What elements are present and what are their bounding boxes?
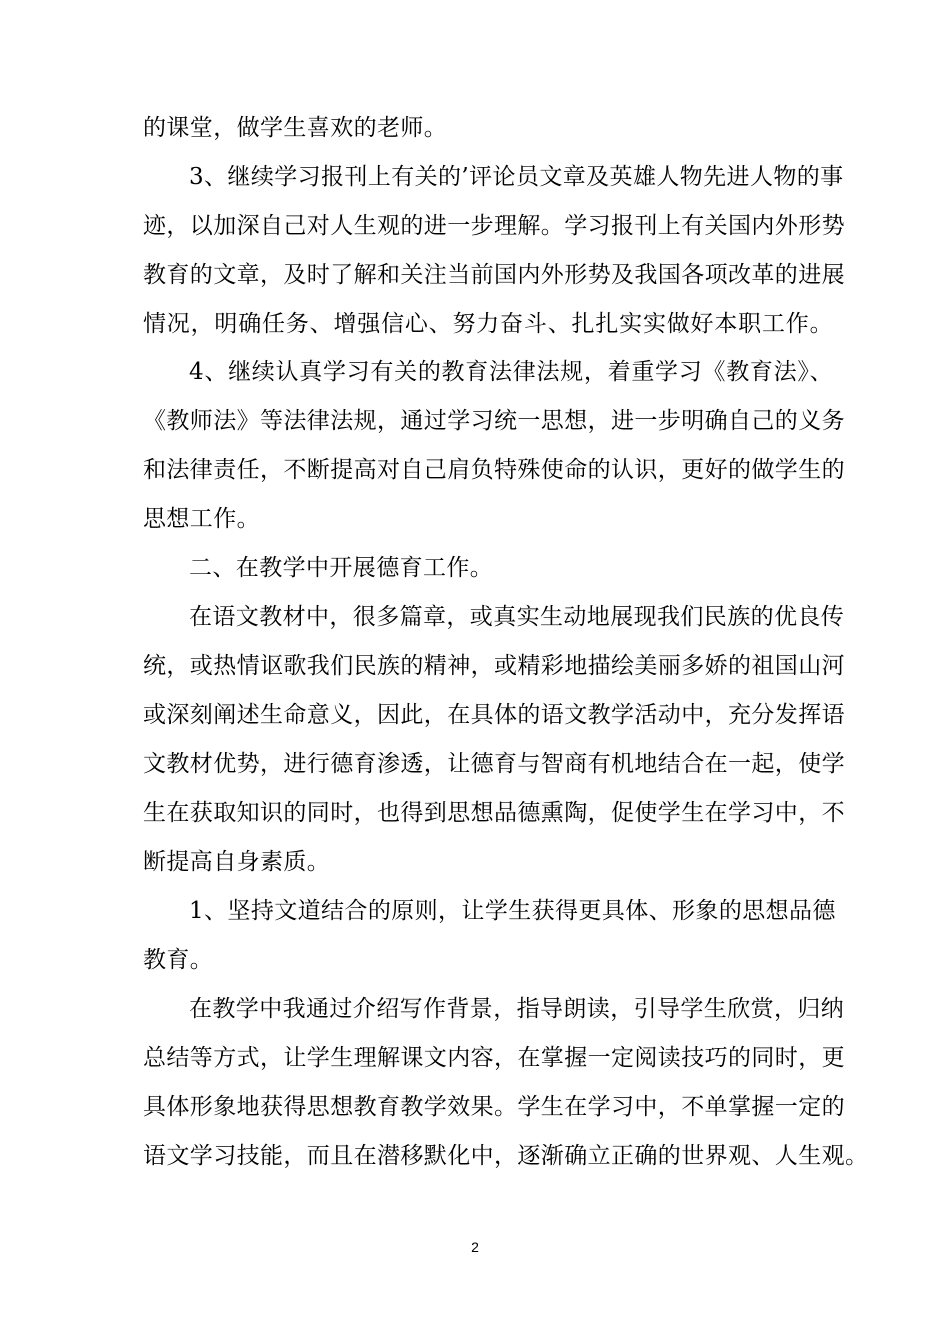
text-line: 断提高自身素质。 <box>143 849 331 875</box>
text-line: 教育。 <box>143 947 214 973</box>
text-line: 迹，以加深自己对人生观的进一步理解。学习报刊上有关国内外形势 <box>143 213 845 239</box>
text-line: 统，或热情讴歌我们民族的精神，或精彩地描绘美丽多娇的祖国山河 <box>143 653 845 679</box>
text-line: 4、继续认真学习有关的教育法律法规，着重学习《教育法》、 <box>189 359 833 385</box>
text-line: 或深刻阐述生命意义，因此，在具体的语文教学活动中，充分发挥语 <box>143 702 845 728</box>
text-line: 总结等方式，让学生理解课文内容，在掌握一定阅读技巧的同时，更 <box>143 1045 845 1071</box>
text-line: 生在获取知识的同时，也得到思想品德熏陶，促使学生在学习中，不 <box>143 800 845 826</box>
text-line: 1、坚持文道结合的原则，让学生获得更具体、形象的思想品德 <box>189 898 836 924</box>
text-line: 教育的文章，及时了解和关注当前国内外形势及我国各项改革的进展 <box>143 262 845 288</box>
text-line: 具体形象地获得思想教育教学效果。学生在学习中，不单掌握一定的 <box>143 1094 845 1120</box>
text-line: 的课堂，做学生喜欢的老师。 <box>143 115 448 141</box>
text-line: 3、继续学习报刊上有关的’评论员文章及英雄人物先进人物的事 <box>189 164 844 190</box>
text-line: 在教学中我通过介绍写作背景，指导朗读，引导学生欣赏，归纳 <box>189 996 845 1022</box>
text-line: 情况，明确任务、增强信心、努力奋斗、扎扎实实做好本职工作。 <box>143 311 833 337</box>
text-line: 和法律责任，不断提高对自己肩负特殊使命的认识，更好的做学生的 <box>143 457 845 483</box>
text-line: 在语文教材中，很多篇章，或真实生动地展现我们民族的优良传 <box>189 604 845 630</box>
text-line: 语文学习技能，而且在潜移默化中，逐渐确立正确的世界观、人生观。 <box>143 1143 869 1169</box>
text-line: 《教师法》等法律法规，通过学习统一思想，进一步明确自己的义务 <box>143 408 845 434</box>
page-number: 2 <box>471 1239 479 1255</box>
text-line: 文教材优势，进行德育渗透，让德育与智商有机地结合在一起，使学 <box>143 751 845 777</box>
text-line: 思想工作。 <box>143 506 260 532</box>
section-heading: 二、在教学中开展德育工作。 <box>189 555 494 581</box>
